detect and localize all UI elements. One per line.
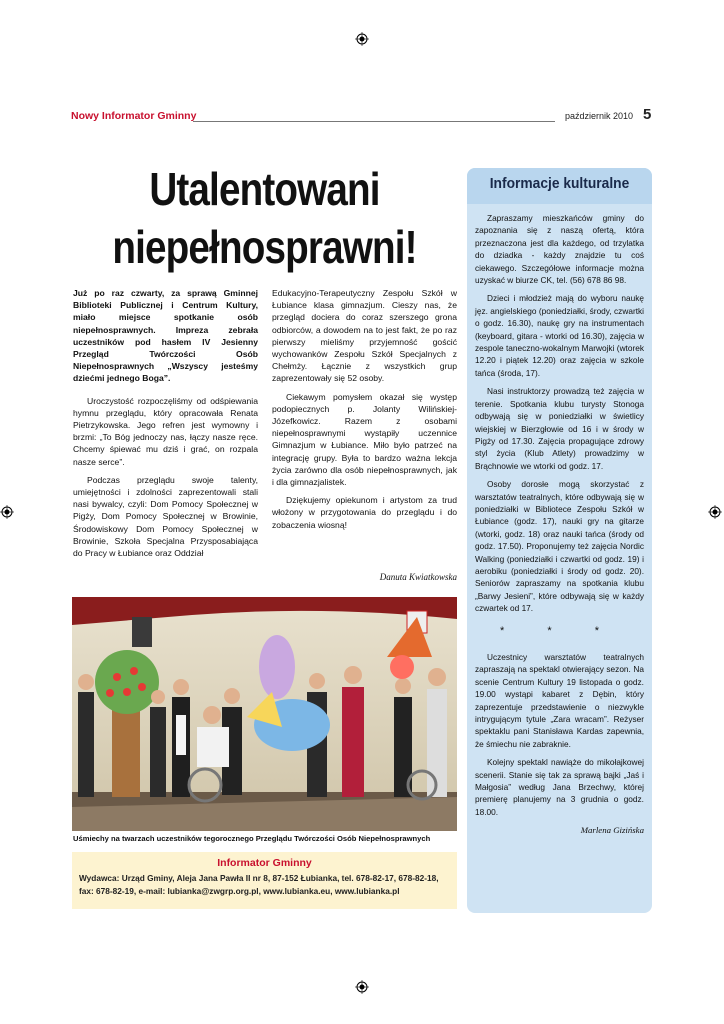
sidebar-paragraph: Osoby dorosłe mogą skorzystać z warsztatów teatralnych, które odbywają się w poniedziałki w Bibliotece Zespołu Szkół w Łubiance (godz. 17), nauki gry na gitarze (wtorki, godz. 18) oraz nauki tańca (środy od godz. 17.50). Proponujemy też zajęcia Nordic Walking (poniedziałki i czwartki od godz. 19) i aerobiku (poniedziałki i środy od godz. 20). Seniorów zapraszamy na spotkania klubu „Barwy Jesieni”, które odbywają się w każdy czwartek od 17. [475, 479, 644, 614]
sidebar-title: Informacje kulturalne [489, 175, 630, 192]
publication-name: Nowy Informator Gminny [71, 110, 197, 122]
page-number: 5 [643, 106, 652, 123]
sidebar-paragraph: Kolejny spektakl nawiąże do mikołajkowej scenerii. Stanie się tak za sprawą bajki „Jaś i Małgosia” według Jana Brzechwy, której premierę planujemy na 3 grudnia o godz. 18.00. [475, 757, 644, 817]
article-photo [72, 597, 457, 831]
issue-date: październik 2010 [565, 111, 634, 121]
publisher-details: Wydawca: Urząd Gminy, Aleja Jana Pawła II nr 8, 87-152 Łubianka, tel. 678-82-17, 678-82-18, fax: 678-82-19, e-mail: lubianka@zwgrp.org.pl, www.lubianka.eu, www.lubianka.pl [79, 873, 439, 896]
article-paragraph: Edukacyjno-Terapeutyczny Zespołu Szkół w Łubiance klasa gimnazjum. Cieszy nas, że przegląd dociera do coraz szerszego grona odbiorców, a dowodem na to jest fakt, że po raz pierwszy mieliśmy przyjemność gościć wychowanków Zespołu Szkół Specjalnych z Chełmży. Łącznie z wszystkich grup zaprezentowały się 52 osoby. [272, 288, 457, 384]
sidebar-body [475, 212, 644, 837]
sidebar-author: Marlena Gizińska [580, 825, 644, 836]
header-rule [193, 121, 555, 122]
registration-mark-icon [355, 980, 369, 994]
publisher-box [72, 852, 457, 909]
registration-mark-icon [0, 505, 14, 519]
photo-caption: Uśmiechy na twarzach uczestników tegorocznego Przeglądu Twórczości Osób Niepełnosprawnych [73, 834, 431, 843]
registration-mark-icon [708, 505, 722, 519]
section-divider-stars: * * * [500, 624, 619, 637]
article-author: Danuta Kwiatkowska [379, 572, 457, 582]
article-title [103, 160, 426, 276]
article-column-2 [272, 287, 457, 537]
article-paragraph: Ciekawym pomysłem okazał się występ podopiecznych p. Jolanty Wilińskiej-Józefkowicz. Razem z osobami niepełnosprawnymi wystąpiły uczennice Gimnazjum w Łubiance. Miło było patrzeć na integrację grupy. Była to bardzo ważna lekcja życia zarówno dla osób niepełnosprawnych, jak i dla gimnazjalistek. [272, 391, 457, 488]
sidebar-paragraph: Nasi instruktorzy prowadzą też zajęcia w terenie. Spotkania klubu turysty Stonoga odbywają się w poniedziałki w świetlicy wiejskiej w Bierzgłowie od 16 i w środy w Pigży od 17.30. Zajęcia propagujące zdrowy styl życia (Klub Atlety) prowadzimy w Brąchnowie we wtorki od godz. 17. [475, 386, 644, 471]
article-lead: Już po raz czwarty, za sprawą Gminnej Biblioteki Publicznej i Centrum Kultury, miało miejsce spotkanie osób niepełnosprawnych. Impreza zebrała uczestników pod hasłem IV Jesienny Przegląd Twórczości Osób Niepełnosprawnych „Wszyscy jesteśmy dziećmi jednego Boga”. [73, 288, 258, 384]
cultural-info-sidebar [467, 168, 652, 913]
publisher-title: Informator Gminny [217, 857, 312, 869]
sidebar-paragraph: Zapraszamy mieszkańców gminy do zapoznania się z naszą ofertą, która przeznaczona jest dla każdego, od trzylatka do dziadka - każdy znajdzie tu coś ciekawego. Szczegółowe informacje można uzyskać w biurze CK, tel. (56) 678 86 98. [475, 213, 644, 286]
article-column-1 [73, 287, 258, 565]
article-paragraph: Podczas przeglądu swoje talenty, umiejętności i zdolności zaprezentowali stali nasi bywalcy, czyli: Dom Pomocy Społecznej w Pigży, Dom Pomocy Społecznej w Browinie, Środowiskowy Dom Pomocy Społecznej w Browinie, Szkoła Specjalna Przysposabiająca do Pracy w Łubiance oraz Oddział [73, 474, 258, 559]
sidebar-paragraph: Dzieci i młodzież mają do wyboru naukę jęz. angielskiego (poniedziałki, środy, czwartki o godz. 16.30), naukę gry na instrumentach (keyboard, gitara - wtorki od 16.30), zajęcia w zespole taneczno-wokalnym Marwojki (wtorek 12.20 i piątek 12.20) oraz zajęcia w szkole tańca (środa, 17). [475, 293, 644, 378]
article-title-line2: niepełnosprawni! [112, 221, 417, 273]
sidebar-paragraph: Uczestnicy warsztatów teatralnych zapraszają na spektakl otwierający sezon. Na scenie Centrum Kultury 19 listopada o godz. 19.00 wystąpi kabaret z Dębin, który zaprezentuje przedstawienie o niezwykle intrygującym tytule „Zara wracam”. Reżyser spektaklu pani Stanisława Kardas zapewnia, że śmiechu nie zabraknie. [475, 652, 644, 749]
article-title-line1: Utalentowani [149, 163, 380, 215]
registration-mark-icon [355, 32, 369, 46]
article-paragraph: Uroczystość rozpoczęliśmy od odśpiewania hymnu przeglądu, który opracowała Renata Pietrzykowska. Jego refren jest wymowny i brzmi: „To Bóg jednoczy nas, łączy nasze ręce. Chcemy śpiewać mu dziś i grać, on rozpala nasze serce”. [73, 395, 258, 467]
article-paragraph: Dziękujemy opiekunom i artystom za trud włożony w przygotowania do przeglądu i do zobaczenia wiosną! [272, 495, 457, 530]
